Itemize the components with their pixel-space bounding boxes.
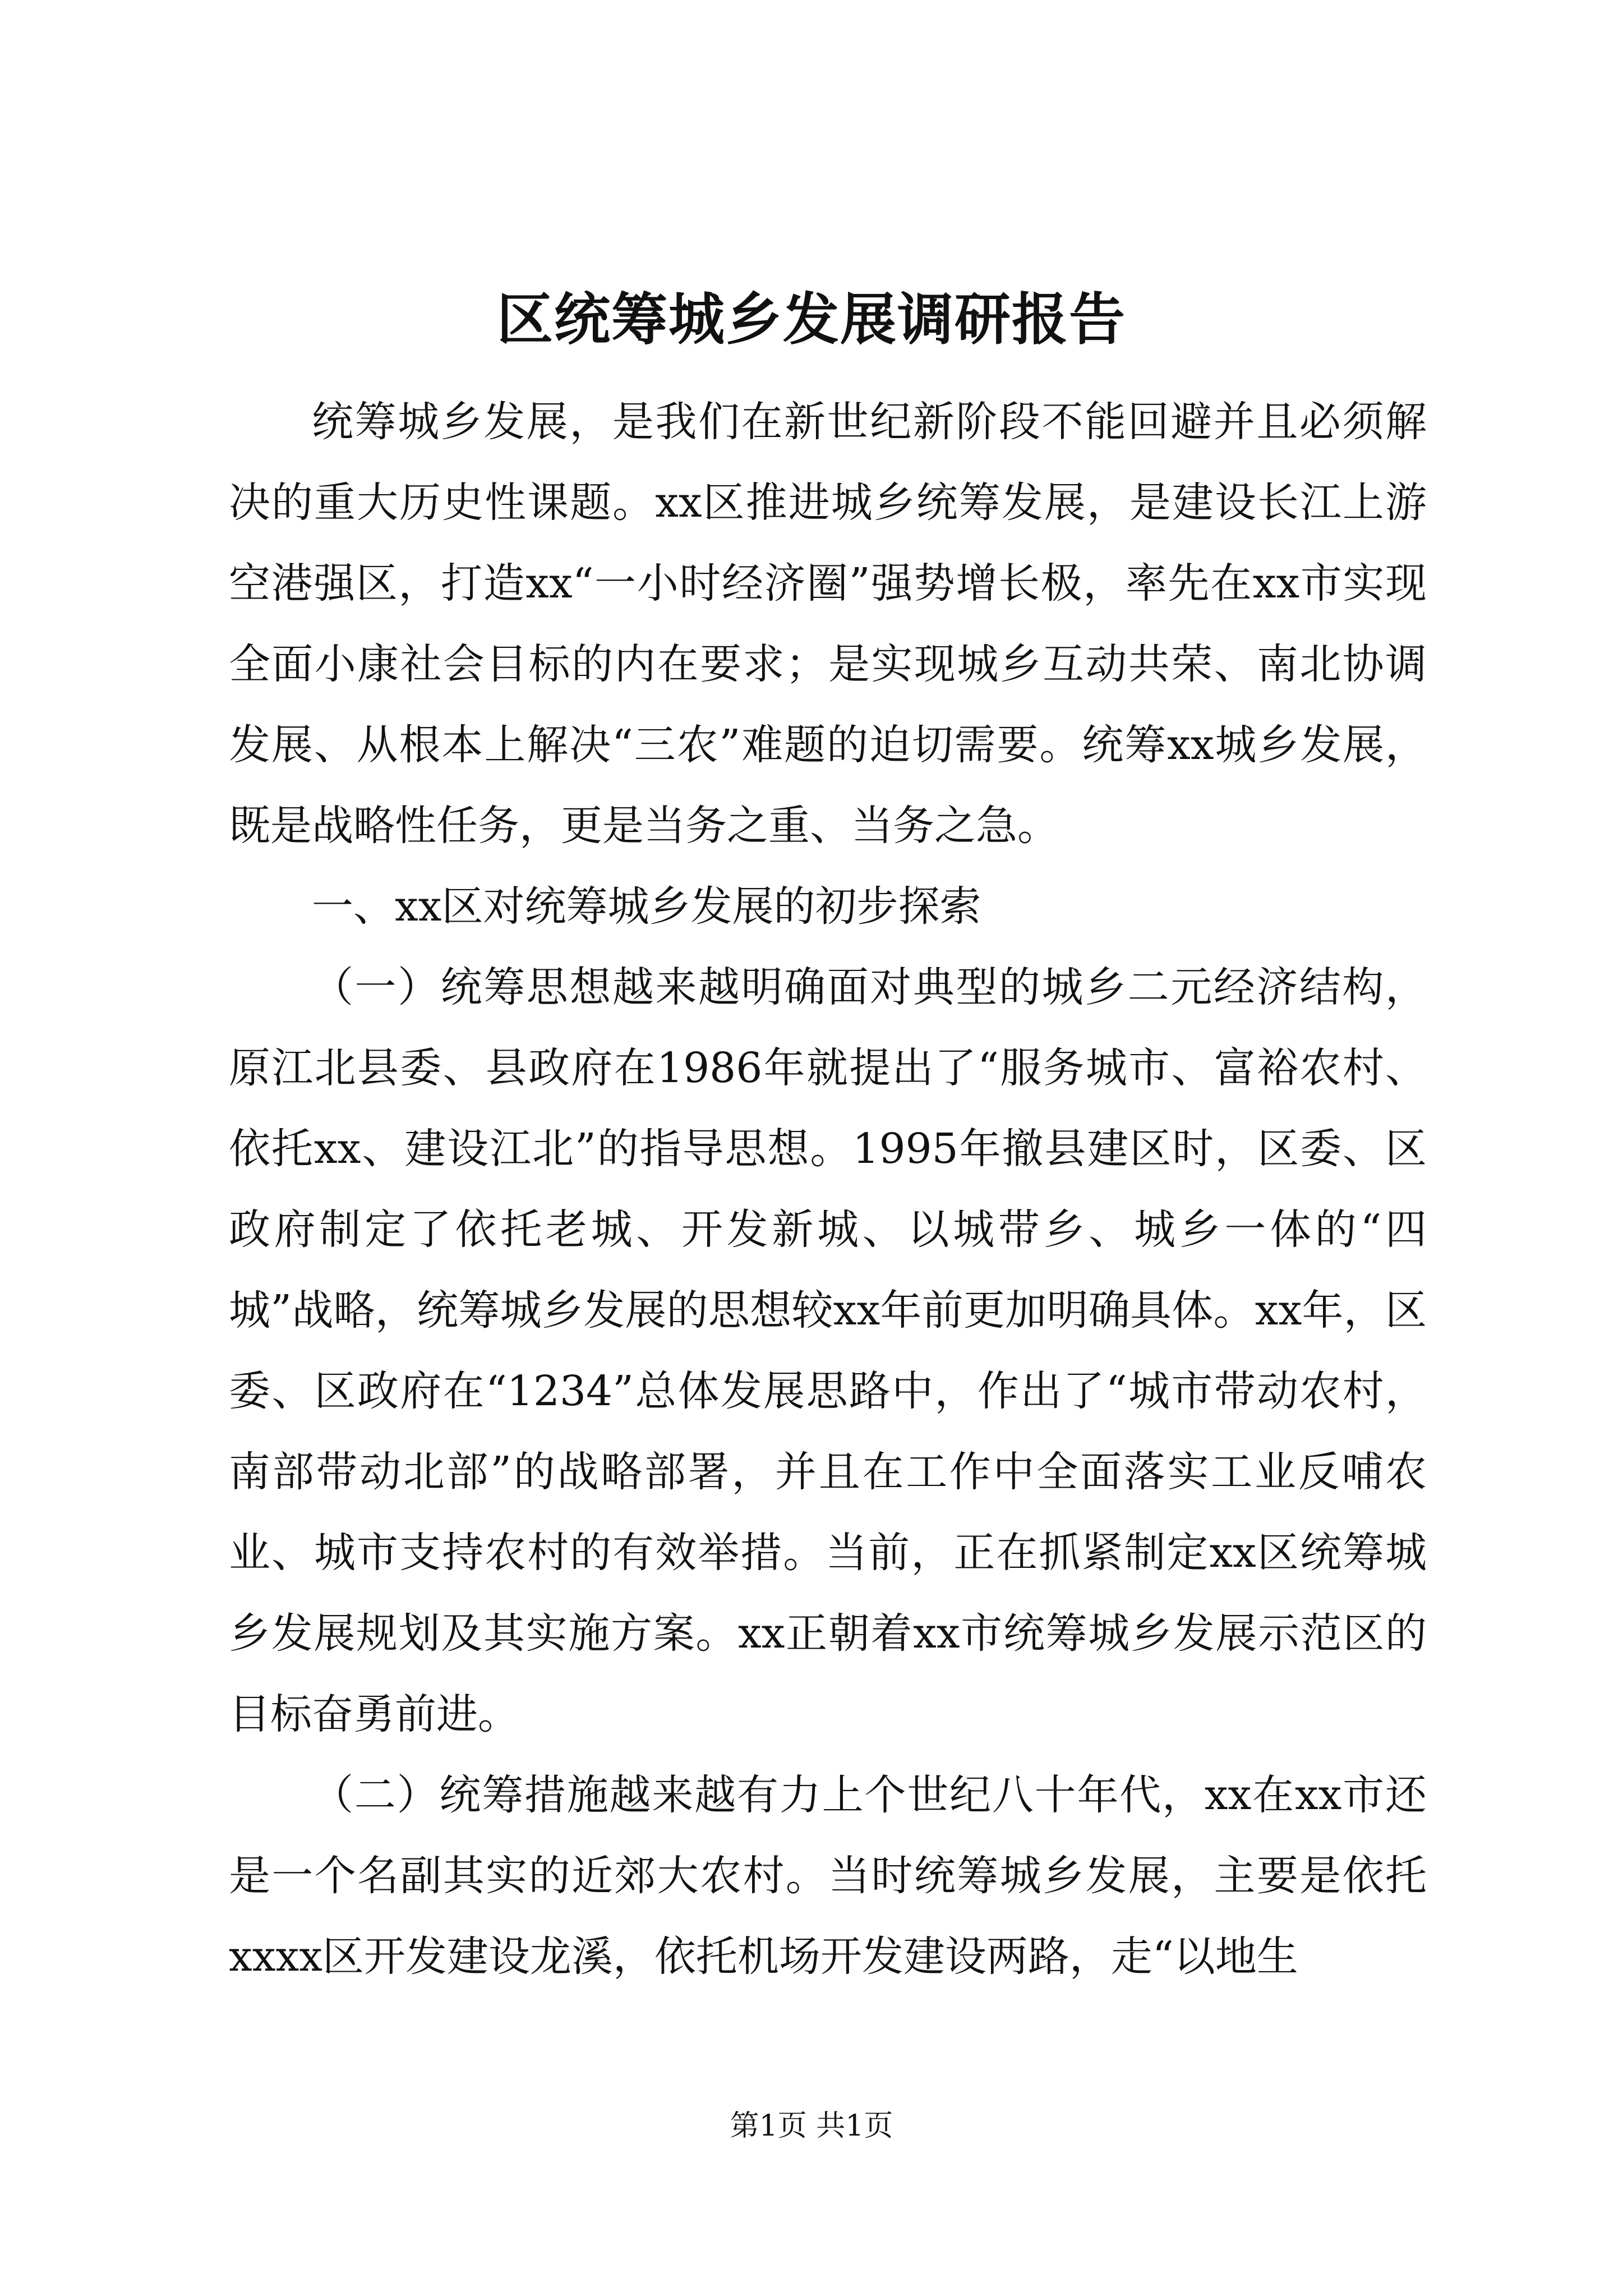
paragraph-subsection-2: （二）统筹措施越来越有力上个世纪八十年代，xx在xx市还是一个名副其实的近郊大农村。当时统筹城乡发展，主要是依托xxxx区开发建设龙溪，依托机场开发建设两路，走“以地生 — [229, 1771, 1427, 1981]
page-footer: 第1页 共1页 — [730, 2109, 893, 2143]
document-title: 区统筹城乡发展调研报告 — [497, 287, 1126, 352]
document-body — [229, 381, 1427, 1997]
section-heading-1: 一、xx区对统筹城乡发展的初步探索 — [312, 882, 981, 931]
paragraph-intro: 统筹城乡发展，是我们在新世纪新阶段不能回避并且必须解决的重大历史性课题。xx区推进城乡统筹发展，是建设长江上游空港强区，打造xx“一小时经济圈”强势增长极，率先在xx市实现全面小康社会目标的内在要求；是实现城乡互动共荣、南北协调发展、从根本上解决“三农”难题的迫切需要。统筹xx城乡发展，既是战略性任务，更是当务之重、当务之急。 — [229, 398, 1427, 850]
paragraph-subsection-1: （一）统筹思想越来越明确面对典型的城乡二元经济结构，原江北县委、县政府在1986年就提出了“服务城市、富裕农村、依托xx、建设江北”的指导思想。1995年撤县建区时，区委、区政府制定了依托老城、开发新城、以城带乡、城乡一体的“四城”战略，统筹城乡发展的思想较xx年前更加明确具体。xx年，区委、区政府在“1234”总体发展思路中，作出了“城市带动农村，南部带动北部”的战略部署，并且在工作中全面落实工业反哺农业、城市支持农村的有效举措。当前，正在抓紧制定xx区统筹城乡发展规划及其实施方案。xx正朝着xx市统筹城乡发展示范区的目标奋勇前进。 — [229, 963, 1427, 1738]
